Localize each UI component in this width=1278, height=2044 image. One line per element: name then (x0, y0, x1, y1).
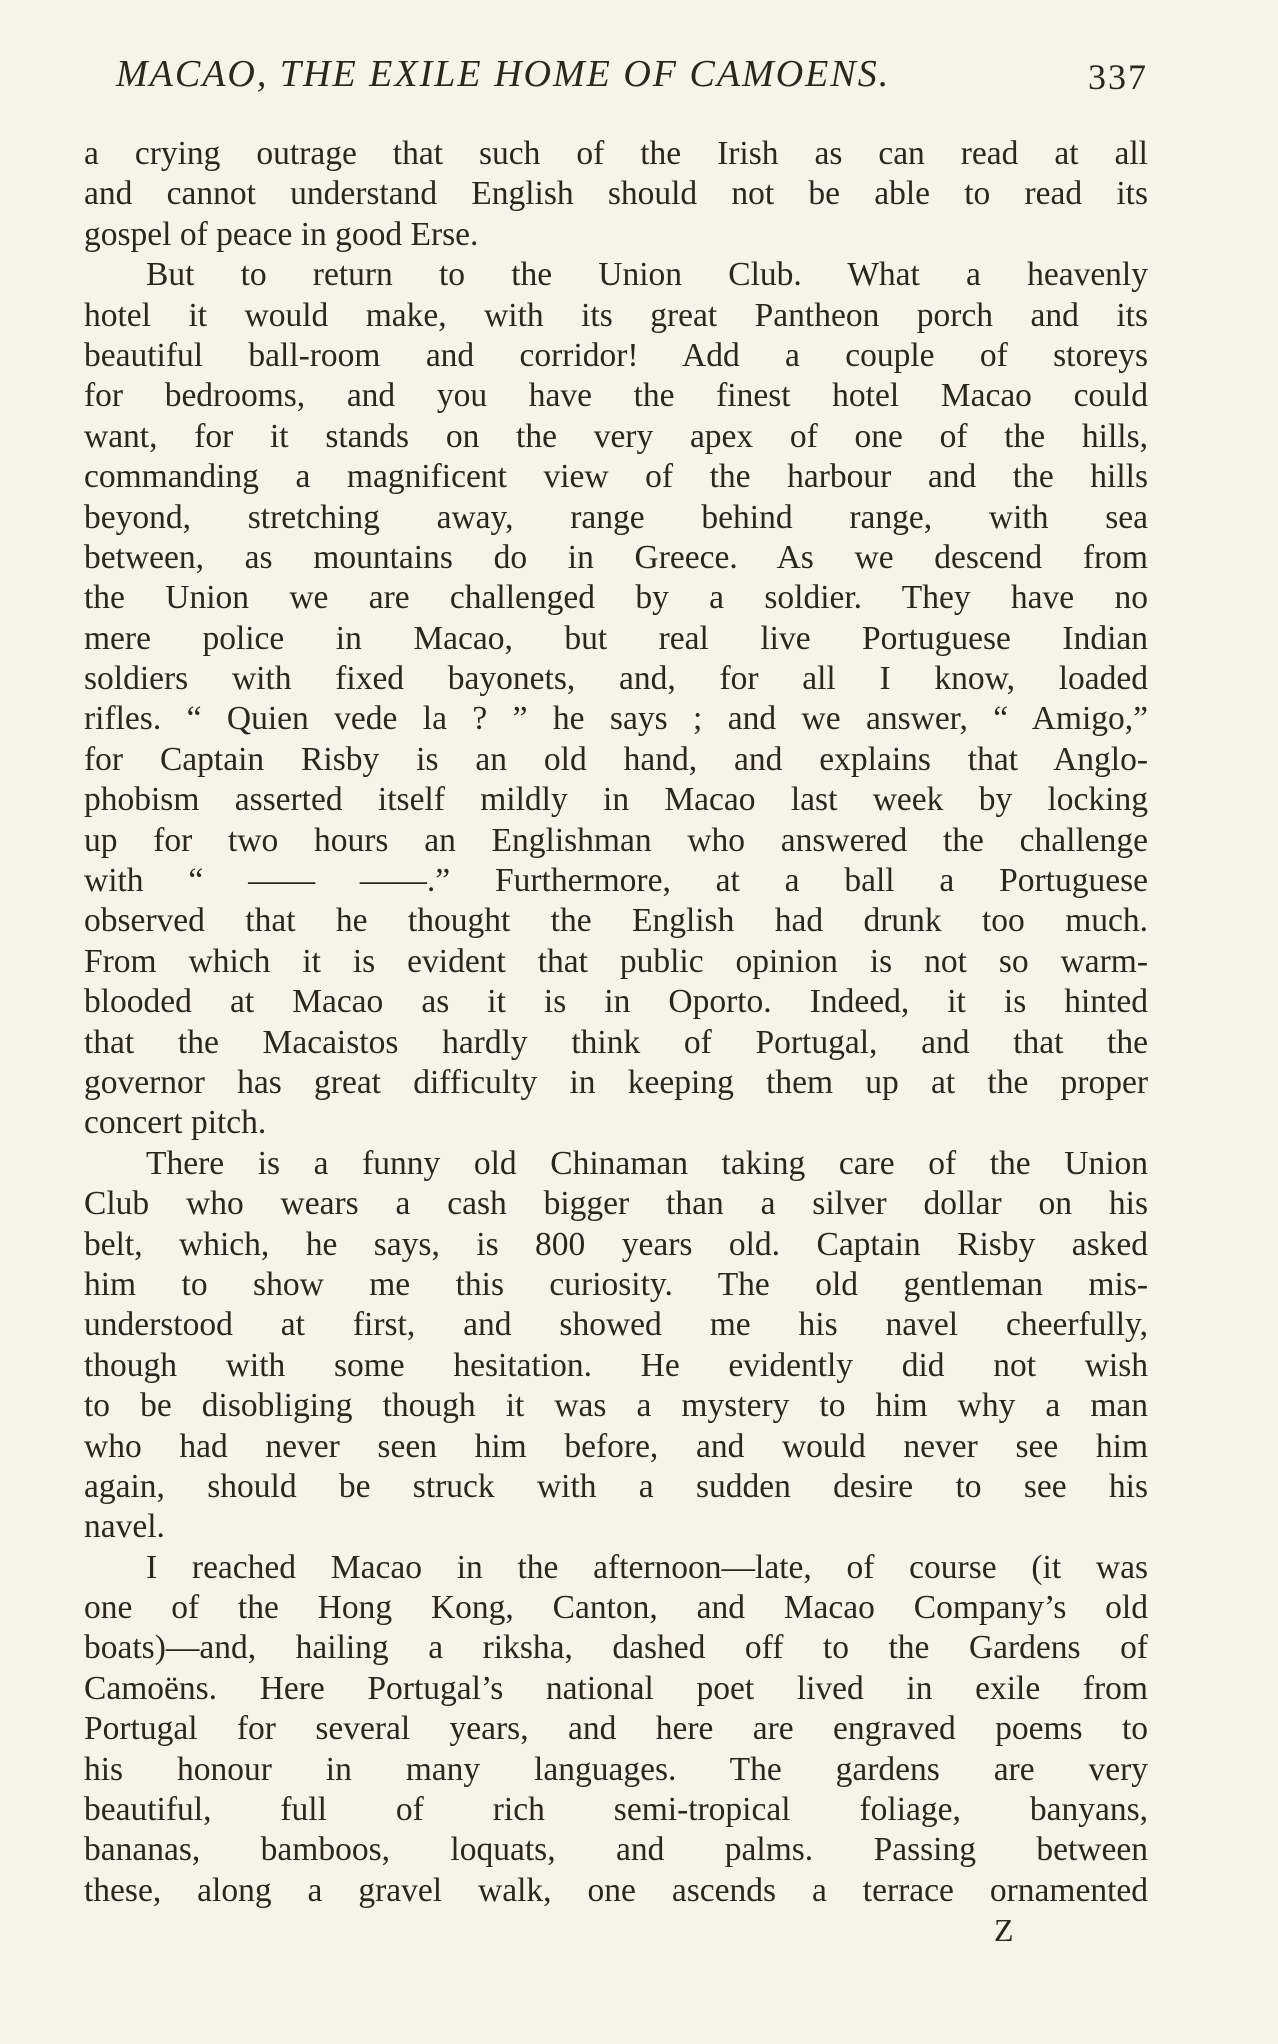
text-line: hotel it would make, with its great Pantheon porch and its (84, 296, 1148, 334)
text-line: There is a funny old Chinaman taking care of the Union (146, 1144, 1148, 1182)
text-line: for Captain Risby is an old hand, and explains that Anglo- (84, 740, 1148, 778)
body-text (84, 134, 1148, 1911)
text-line: beautiful ball-room and corridor! Add a couple of storeys (84, 336, 1148, 374)
text-line: gospel of peace in good Erse. (84, 215, 479, 253)
text-line: these, along a gravel walk, one ascends a terrace ornamented (84, 1871, 1148, 1909)
text-line: again, should be struck with a sudden desire to see his (84, 1467, 1148, 1505)
text-line: his honour in many languages. The gardens are very (84, 1750, 1148, 1788)
text-line: one of the Hong Kong, Canton, and Macao Company’s old (84, 1589, 1148, 1627)
text-line: belt, which, he says, is 800 years old. Captain Risby asked (84, 1225, 1148, 1263)
running-title: MACAO, THE EXILE HOME OF CAMOENS. (116, 53, 891, 95)
text-line: blooded at Macao as it is in Oporto. Indeed, it is hinted (84, 983, 1148, 1021)
text-line: rifles. “ Quien vede la ? ” he says ; and we answer, “ Amigo,” (84, 700, 1148, 738)
text-line: commanding a magnificent view of the harbour and the hills (84, 458, 1148, 496)
text-line: governor has great difficulty in keeping them up at the proper (84, 1063, 1148, 1101)
text-line: From which it is evident that public opinion is not so warm- (84, 942, 1148, 980)
text-line: But to return to the Union Club. What a heavenly (146, 256, 1148, 294)
signature-mark: Z (994, 1912, 1014, 1948)
text-line: soldiers with fixed bayonets, and, for all I know, loaded (84, 660, 1148, 698)
text-line: and cannot understand English should not be able to read its (84, 175, 1148, 213)
text-line: understood at first, and showed me his navel cheerfully, (84, 1306, 1148, 1344)
text-line: who had never seen him before, and would never see him (84, 1427, 1148, 1465)
text-line: though with some hesitation. He evidently did not wish (84, 1346, 1148, 1384)
text-line: boats)—and, hailing a riksha, dashed off to the Gardens of (84, 1629, 1148, 1667)
text-line: between, as mountains do in Greece. As we descend from (84, 538, 1148, 576)
text-line: concert pitch. (84, 1104, 267, 1142)
text-line: navel. (84, 1508, 165, 1546)
text-line: up for two hours an Englishman who answered the challenge (84, 821, 1148, 859)
text-line: beyond, stretching away, range behind range, with sea (84, 498, 1148, 536)
book-page (84, 0, 1148, 2044)
text-line: I reached Macao in the afternoon—late, of course (it was (146, 1548, 1148, 1586)
text-line: a crying outrage that such of the Irish as can read at all (84, 135, 1148, 172)
text-line: with “ —— ——.” Furthermore, at a ball a Portuguese (84, 862, 1148, 900)
text-line: observed that he thought the English had drunk too much. (84, 902, 1148, 940)
text-line: to be disobliging though it was a mystery to him why a man (84, 1387, 1148, 1425)
text-line: Club who wears a cash bigger than a silver dollar on his (84, 1185, 1148, 1223)
text-line: mere police in Macao, but real live Portuguese Indian (84, 619, 1148, 657)
text-line: bananas, bamboos, loquats, and palms. Passing between (84, 1831, 1148, 1869)
text-line: Camoëns. Here Portugal’s national poet lived in exile from (84, 1669, 1148, 1707)
text-line: phobism asserted itself mildly in Macao last week by locking (84, 781, 1148, 819)
text-line: beautiful, full of rich semi-tropical foliage, banyans, (84, 1791, 1148, 1829)
text-line: him to show me this curiosity. The old gentleman mis- (84, 1265, 1148, 1303)
text-line: for bedrooms, and you have the finest hotel Macao could (84, 377, 1148, 415)
text-line: the Union we are challenged by a soldier. They have no (84, 579, 1148, 617)
text-line: Portugal for several years, and here are engraved poems to (84, 1710, 1148, 1748)
page-number: 337 (1088, 57, 1148, 97)
running-head (116, 52, 1148, 102)
text-line: that the Macaistos hardly think of Portugal, and that the (84, 1023, 1148, 1061)
text-line: want, for it stands on the very apex of one of the hills, (84, 417, 1148, 455)
